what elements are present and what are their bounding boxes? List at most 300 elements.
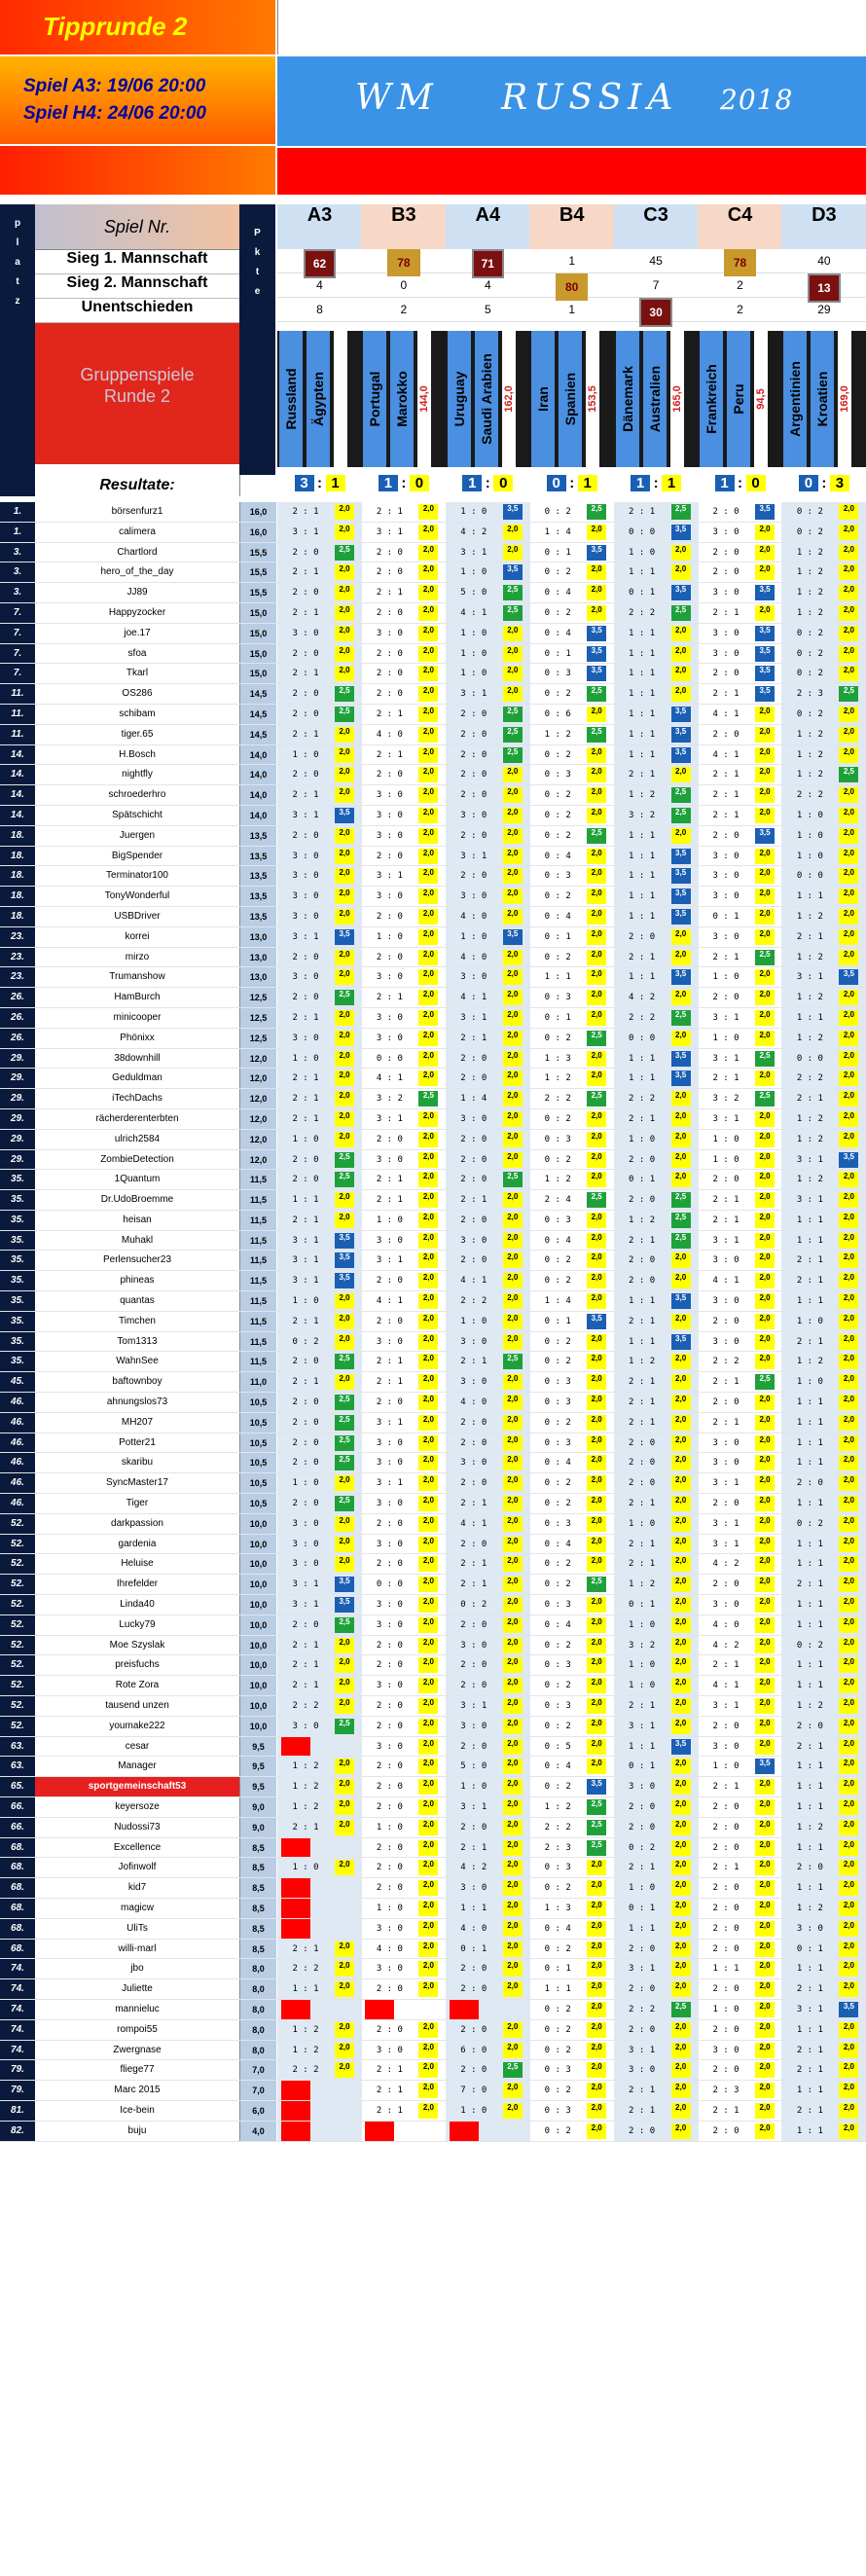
tip-value: 0 : 3: [544, 1600, 571, 1611]
sieg1-count-value: 40: [817, 254, 831, 268]
tip-cell: [698, 502, 782, 522]
tip-cell: [698, 866, 782, 886]
points-cell: 10,0: [239, 1696, 276, 1716]
tip-value: 3 : 0: [712, 1336, 740, 1347]
russia-text: RUSSIA: [501, 78, 679, 118]
tip-points-badge: 2,0: [503, 767, 523, 782]
tip-points-badge: 2,0: [418, 1537, 438, 1552]
tip-value: 1 : 1: [629, 911, 656, 922]
tip-value: 3 : 0: [460, 891, 487, 902]
rank-cell: 45.: [0, 1372, 35, 1392]
tip-cell: [614, 1676, 699, 1695]
tip-value: 1 : 0: [292, 1053, 319, 1064]
tip-value: 2 : 1: [376, 2065, 403, 2076]
tip-cell: [361, 2020, 446, 2040]
tip-cell: [529, 1372, 614, 1392]
tip-points-badge: 3,5: [839, 1152, 858, 1168]
tip-points-badge: 2,0: [839, 929, 858, 945]
tip-points-badge: 2,0: [418, 1556, 438, 1572]
tip-value: 3 : 1: [292, 810, 319, 820]
table-row: [0, 1413, 866, 1433]
tip-cell: [277, 1777, 362, 1796]
tip-cell: [614, 1109, 699, 1129]
tip-cell: [529, 1453, 614, 1472]
tip-value: 0 : 1: [544, 1316, 571, 1326]
tip-cell: [361, 1352, 446, 1371]
tip-points-badge: 2,0: [587, 1941, 606, 1957]
tip-value: 2 : 0: [376, 1316, 403, 1326]
tip-value: 2 : 0: [629, 1437, 656, 1448]
tip-points-badge: 2,0: [755, 2083, 775, 2098]
tip-value: 2 : 0: [712, 993, 740, 1003]
tip-cell: [529, 826, 614, 846]
tip-value: 2 : 0: [376, 1883, 403, 1894]
tip-cell: [529, 866, 614, 886]
tip-cell: [614, 1413, 699, 1433]
tip-value: 3 : 0: [460, 1113, 487, 1124]
tip-points-badge: 2,0: [839, 1719, 858, 1734]
tip-points-badge: 2,0: [755, 969, 775, 985]
team-2: [390, 331, 414, 467]
tip-points-badge: 2,0: [671, 1921, 691, 1937]
tip-points-badge: 2,5: [587, 1840, 606, 1856]
tip-cell: [277, 1352, 362, 1371]
tip-value: 2 : 1: [460, 1499, 487, 1509]
tip-value: 4 : 1: [460, 1518, 487, 1529]
table-row: [0, 1959, 866, 1979]
points-cell: 13,5: [239, 826, 276, 846]
tip-cell: [781, 948, 866, 967]
tip-value: 3 : 1: [629, 2045, 656, 2055]
tip-points-badge: 2,0: [839, 2083, 858, 2098]
tip-cell: [277, 1514, 362, 1534]
team-2-label: Peru: [731, 383, 746, 415]
tip-value: 3 : 1: [712, 1518, 740, 1529]
tip-points-badge: 2,0: [587, 1354, 606, 1369]
tip-value: 1 : 1: [796, 2024, 823, 2035]
tip-value: 2 : 2: [460, 1296, 487, 1307]
tip-points-badge: 2,0: [503, 1941, 523, 1957]
tip-cell: [698, 1291, 782, 1311]
sieg2-count-value: 4: [316, 278, 323, 292]
tip-cell: [698, 1696, 782, 1716]
tip-points-badge: 2,0: [418, 686, 438, 702]
tip-cell: [781, 745, 866, 765]
tip-cell: [446, 1433, 530, 1453]
tip-value: 2 : 1: [460, 1842, 487, 1853]
player-name: WahnSee: [116, 1356, 159, 1367]
player-name: SyncMaster17: [106, 1477, 168, 1489]
rank-cell: 7.: [0, 664, 35, 683]
tip-points-badge: 2,0: [418, 808, 438, 823]
points-cell: 11,5: [239, 1251, 276, 1270]
game-id: A4: [446, 204, 530, 249]
tip-cell: [529, 1655, 614, 1675]
tip-points-badge: 2,0: [335, 1192, 354, 1208]
player-name: Moe Szyslak: [109, 1639, 165, 1651]
tip-points-badge: 2,0: [755, 747, 775, 763]
tip-value: 2 : 0: [292, 1619, 319, 1630]
tip-points-badge: 2,0: [503, 1617, 523, 1633]
tip-points-badge: 2,5: [503, 585, 523, 600]
tip-cell: [781, 1291, 866, 1311]
rank-cell: 52.: [0, 1535, 35, 1554]
tip-cell: [277, 1190, 362, 1210]
rank-cell: 52.: [0, 1655, 35, 1675]
tip-value: 2 : 1: [376, 1175, 403, 1185]
tip-cell: [698, 887, 782, 906]
tip-points-badge: 2,0: [671, 1617, 691, 1633]
tip-value: 3 : 0: [712, 1296, 740, 1307]
tip-cell: [446, 1109, 530, 1129]
tip-value: 2 : 0: [460, 1984, 487, 1995]
tip-cell: [614, 1554, 699, 1574]
tip-value: 2 : 0: [292, 1499, 319, 1509]
unent-count: [277, 298, 362, 322]
tip-points-badge: 2,0: [839, 2103, 858, 2119]
player-name: rompoi55: [117, 2023, 158, 2035]
tip-points-badge: 3,5: [335, 929, 354, 945]
tip-cell: [614, 1352, 699, 1371]
no-tip-marker: [281, 2122, 310, 2141]
tip-cell: [698, 1332, 782, 1352]
tip-cell: [446, 1130, 530, 1149]
tip-points-badge: 2,0: [335, 1961, 354, 1977]
team-1-label: Argentinien: [787, 361, 804, 437]
tip-cell: [361, 1818, 446, 1837]
tip-value: 3 : 0: [460, 1721, 487, 1731]
tip-value: 1 : 3: [544, 1903, 571, 1913]
tip-value: 1 : 1: [629, 1336, 656, 1347]
tip-cell: [698, 948, 782, 967]
tip-points-badge: 2,0: [587, 1455, 606, 1470]
tip-cell: [698, 1413, 782, 1433]
player-name: nightfly: [122, 769, 153, 780]
tip-value: 1 : 0: [460, 507, 487, 517]
tip-cell: [614, 1291, 699, 1311]
tip-value: 1 : 2: [292, 1761, 319, 1772]
tip-cell: [529, 1109, 614, 1129]
tip-cell: [529, 1393, 614, 1412]
rank-cell: 66.: [0, 1797, 35, 1817]
score-sep: :: [569, 475, 575, 491]
tip-cell: [698, 1838, 782, 1858]
tip-value: 3 : 1: [292, 1600, 319, 1611]
tip-value: 1 : 1: [629, 972, 656, 983]
tip-cell: [277, 907, 362, 926]
tip-value: 2 : 1: [292, 1660, 319, 1671]
tip-value: 2 : 1: [292, 1012, 319, 1023]
tip-cell: [781, 1109, 866, 1129]
table-row: [0, 2060, 866, 2081]
tip-cell: [781, 1737, 866, 1757]
tip-points-badge: 2,0: [839, 1475, 858, 1491]
table-row: [0, 1878, 866, 1899]
tip-value: 3 : 0: [376, 1235, 403, 1246]
no-tip-marker: [281, 1737, 310, 1757]
tip-cell: [781, 847, 866, 866]
tip-points-badge: 2,0: [587, 1475, 606, 1491]
tip-cell: [698, 562, 782, 582]
tip-value: 4 : 1: [460, 993, 487, 1003]
rank-cell: 26.: [0, 1008, 35, 1028]
tip-points-badge: 2,0: [335, 1799, 354, 1815]
tip-points-badge: 2,0: [587, 1233, 606, 1249]
tip-points-badge: 3,5: [671, 1070, 691, 1086]
tip-points-badge: 2,0: [503, 1192, 523, 1208]
tip-cell: [698, 1797, 782, 1817]
tip-cell: [361, 1615, 446, 1635]
player-name: sportgemeinschaft53: [35, 1777, 239, 1796]
sieg1-count-value: 1: [568, 254, 576, 268]
tip-cell: [698, 1170, 782, 1189]
tip-cell: [446, 664, 530, 683]
tip-cell: [277, 866, 362, 886]
team-1-label: Portugal: [367, 371, 383, 427]
tip-cell: [361, 1231, 446, 1251]
tip-points-badge: 2,0: [418, 1475, 438, 1491]
tip-cell: [361, 1979, 446, 1999]
tip-points-badge: 2,0: [839, 1617, 858, 1633]
player-name: joe.17: [124, 627, 151, 638]
tip-points-badge: 2,0: [587, 1415, 606, 1431]
tip-points-badge: 2,0: [587, 1293, 606, 1309]
points-cell: 11,5: [239, 1211, 276, 1230]
tip-value: 1 : 1: [629, 851, 656, 861]
game-id: B3: [361, 204, 446, 249]
tip-value: 1 : 2: [292, 2045, 319, 2055]
tip-value: 1 : 4: [544, 1296, 571, 1307]
points-cell: 11,5: [239, 1291, 276, 1311]
tip-points-badge: 2,0: [587, 1719, 606, 1734]
tip-value: 3 : 0: [376, 1437, 403, 1448]
table-row: [0, 907, 866, 927]
tip-cell: [361, 644, 446, 664]
tip-points-badge: 2,0: [418, 1739, 438, 1755]
points-cell: 10,0: [239, 1554, 276, 1574]
quote: [838, 331, 851, 467]
tip-value: 1 : 1: [629, 1073, 656, 1084]
rank-cell: 14.: [0, 785, 35, 805]
tip-points-badge: 3,5: [755, 585, 775, 600]
tip-points-badge: 3,5: [503, 564, 523, 580]
tip-points-badge: 2,0: [335, 1031, 354, 1046]
tip-value: 4 : 1: [460, 1276, 487, 1287]
tip-cell: [446, 2122, 530, 2141]
tip-value: 0 : 2: [544, 2086, 571, 2096]
tip-value: 0 : 2: [796, 526, 823, 537]
tip-points-badge: 2,0: [418, 1233, 438, 1249]
tip-points-badge: 2,0: [755, 545, 775, 561]
tip-points-badge: 2,0: [755, 1719, 775, 1734]
tip-points-badge: 2,0: [839, 545, 858, 561]
table-row: [0, 1777, 866, 1797]
tip-cell: [614, 806, 699, 825]
tip-cell: [698, 1312, 782, 1331]
tip-cell: [361, 1433, 446, 1453]
tip-value: 2 : 1: [629, 1417, 656, 1428]
tip-cell: [446, 1008, 530, 1028]
tip-cell: [614, 2060, 699, 2080]
tip-points-badge: 2,0: [671, 1759, 691, 1774]
tip-points-badge: 2,0: [755, 1880, 775, 1896]
tip-cell: [446, 1271, 530, 1290]
tip-points-badge: 2,0: [839, 990, 858, 1005]
tip-value: 3 : 1: [796, 1154, 823, 1165]
tip-cell: [361, 725, 446, 744]
tip-points-badge: 2,0: [587, 1374, 606, 1390]
tip-points-badge: 2,0: [335, 1941, 354, 1957]
tip-cell: [446, 806, 530, 825]
tip-value: 4 : 2: [712, 1640, 740, 1651]
tip-points-badge: 2,0: [839, 909, 858, 925]
tip-cell: [361, 1595, 446, 1615]
tip-value: 2 : 1: [292, 1073, 319, 1084]
points-cell: 13,5: [239, 866, 276, 886]
tip-points-badge: 3,5: [755, 666, 775, 681]
tip-points-badge: 2,0: [839, 1314, 858, 1329]
tip-points-badge: 2,0: [335, 1334, 354, 1350]
table-row: [0, 1575, 866, 1595]
tip-value: 2 : 0: [629, 1458, 656, 1469]
unent-count: [361, 298, 446, 322]
table-row: [0, 1251, 866, 1271]
tip-value: 0 : 3: [544, 669, 571, 679]
tip-value: 3 : 1: [292, 931, 319, 942]
tip-cell: [361, 1251, 446, 1270]
tip-points-badge: 2,0: [503, 2103, 523, 2119]
tip-points-badge: 2,0: [503, 2083, 523, 2098]
tip-value: 1 : 0: [629, 1134, 656, 1144]
tip-cell: [529, 725, 614, 744]
player-name: fliege77: [120, 2064, 155, 2076]
no-tip-marker: [450, 2122, 479, 2141]
tip-cell: [781, 1130, 866, 1149]
tip-points-badge: 2,0: [839, 1395, 858, 1410]
tip-value: 0 : 2: [796, 669, 823, 679]
quote-value: 94,5: [755, 388, 767, 410]
tip-cell: [781, 1473, 866, 1493]
tip-value: 2 : 0: [796, 1863, 823, 1873]
tip-points-badge: 2,0: [418, 646, 438, 662]
tip-value: 1 : 0: [796, 1316, 823, 1326]
tip-cell: [446, 1535, 530, 1554]
tip-cell: [446, 1069, 530, 1088]
tip-cell: [361, 1858, 446, 1877]
tip-value: 1 : 2: [796, 993, 823, 1003]
tip-value: 1 : 1: [796, 1397, 823, 1408]
tip-points-badge: 2,0: [755, 605, 775, 621]
tip-value: 2 : 0: [460, 1255, 487, 1266]
player-name: Zwergnase: [113, 2044, 162, 2055]
tip-points-badge: 2,0: [755, 1273, 775, 1288]
tip-points-badge: 2,0: [587, 2123, 606, 2139]
tip-cell: [446, 1636, 530, 1655]
tip-cell: [698, 725, 782, 744]
tip-value: 0 : 2: [292, 1336, 319, 1347]
result-d3: [781, 475, 866, 496]
tip-value: 2 : 1: [629, 1397, 656, 1408]
tip-points-badge: 2,0: [503, 686, 523, 702]
tip-cell: [446, 543, 530, 562]
tip-cell: [698, 1109, 782, 1129]
tip-value: 3 : 1: [292, 1235, 319, 1246]
tip-points-badge: 2,0: [587, 1678, 606, 1693]
tip-points-badge: 2,0: [671, 1395, 691, 1410]
tip-value: 2 : 1: [292, 1113, 319, 1124]
tip-cell: [698, 664, 782, 683]
table-row: [0, 948, 866, 968]
tip-value: 3 : 0: [712, 1437, 740, 1448]
tip-value: 4 : 0: [376, 729, 403, 740]
tip-cell: [614, 1838, 699, 1858]
points-cell: 15,5: [239, 583, 276, 602]
tip-points-badge: 2,0: [335, 666, 354, 681]
tip-cell: [698, 1575, 782, 1594]
tip-value: 2 : 0: [376, 1721, 403, 1731]
tip-points-badge: 2,0: [755, 1860, 775, 1875]
tip-cell: [614, 948, 699, 967]
tip-value: 2 : 0: [292, 588, 319, 599]
tip-value: 2 : 1: [712, 1377, 740, 1388]
tip-value: 1 : 1: [796, 1600, 823, 1611]
rank-cell: 52.: [0, 1615, 35, 1635]
points-cell: 14,0: [239, 785, 276, 805]
tip-value: 2 : 0: [376, 1782, 403, 1793]
tip-cell: [781, 1979, 866, 1999]
tip-cell: [277, 1251, 362, 1270]
tip-points-badge: 2,0: [418, 707, 438, 722]
tip-points-badge: 2,0: [587, 1334, 606, 1350]
tip-points-badge: 2,0: [587, 1213, 606, 1228]
tip-value: 1 : 1: [544, 972, 571, 983]
tip-cell: [277, 1858, 362, 1877]
tip-cell: [529, 2081, 614, 2100]
tip-cell: [446, 1291, 530, 1311]
tip-points-badge: 2,0: [755, 1314, 775, 1329]
quote: [334, 331, 347, 467]
tip-value: 0 : 2: [544, 749, 571, 760]
tip-cell: [614, 1979, 699, 1999]
tip-cell: [529, 847, 614, 866]
tip-points-badge: 2,0: [503, 1921, 523, 1937]
tip-value: 1 : 0: [460, 1316, 487, 1326]
tip-cell: [614, 1636, 699, 1655]
game-col-a3: [277, 204, 362, 467]
tip-value: 1 : 1: [460, 1903, 487, 1913]
points-cell: 8,0: [239, 2020, 276, 2040]
player-name: jbo: [130, 1963, 144, 1975]
tip-value: 3 : 0: [376, 830, 403, 841]
tip-value: 0 : 2: [460, 1600, 487, 1611]
tip-value: 0 : 1: [544, 931, 571, 942]
tip-cell: [361, 1393, 446, 1412]
tip-value: 0 : 2: [544, 1357, 571, 1367]
tip-points-badge: 2,0: [671, 1111, 691, 1127]
team-1: [700, 331, 723, 467]
rank-cell: 74.: [0, 2020, 35, 2040]
tip-cell: [446, 1979, 530, 1999]
points-cell: 11,5: [239, 1231, 276, 1251]
player-name: calimera: [119, 526, 156, 537]
tip-points-badge: 2,0: [418, 1354, 438, 1369]
tip-value: 1 : 2: [796, 1113, 823, 1124]
tip-value: 1 : 0: [376, 1215, 403, 1225]
tip-value: 1 : 2: [796, 952, 823, 962]
tip-cell: [698, 1251, 782, 1270]
tip-points-badge: 2,0: [503, 1901, 523, 1916]
tip-points-badge: 2,0: [755, 1698, 775, 1714]
